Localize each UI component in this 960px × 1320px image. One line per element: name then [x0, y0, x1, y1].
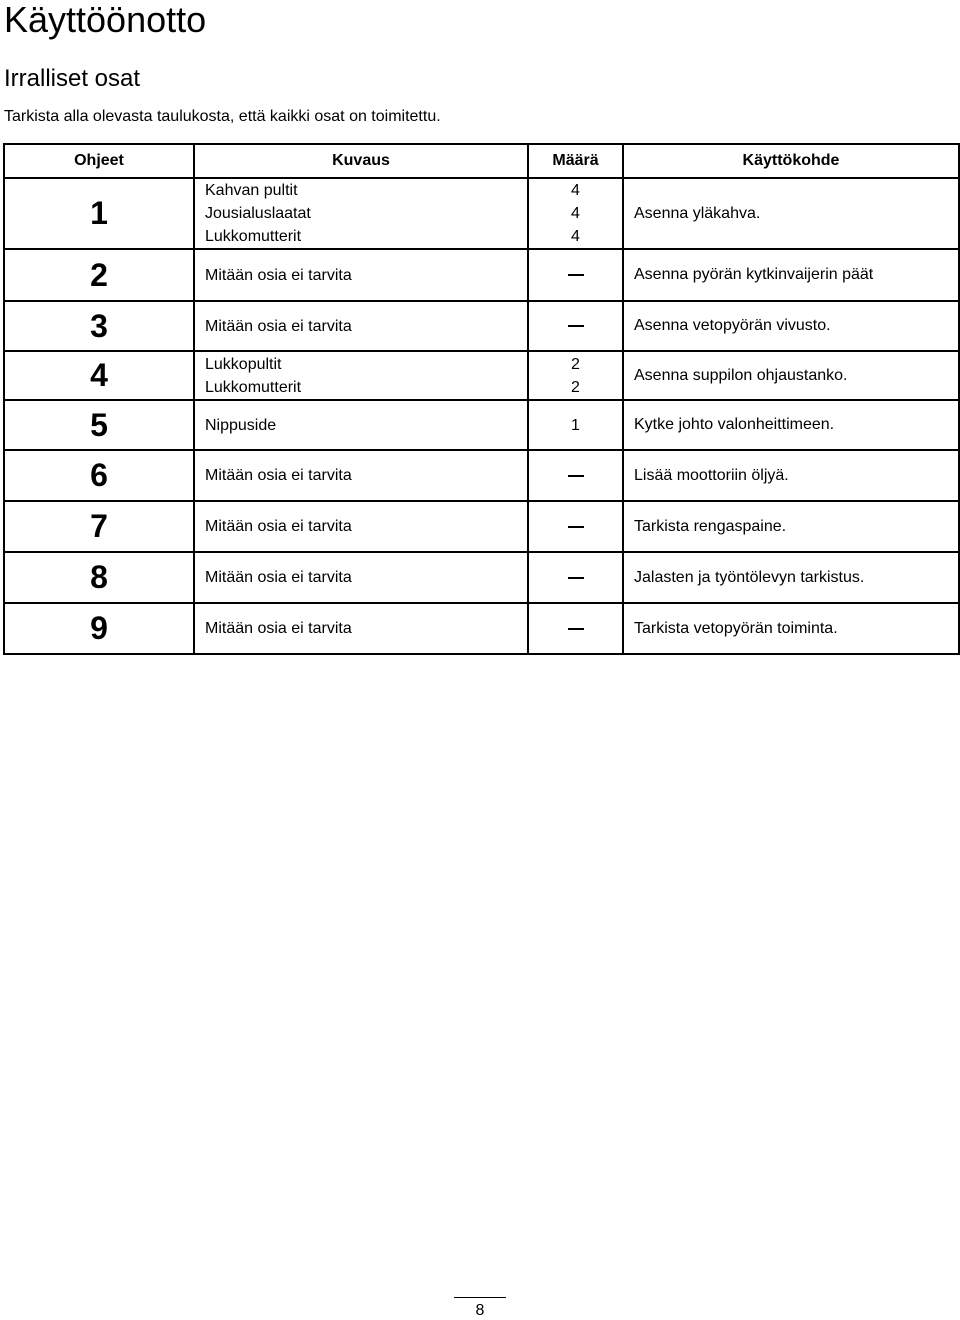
dash-mark [568, 274, 584, 276]
part-item: Lukkopultit [205, 355, 282, 373]
part-description: Mitään osia ei tarvita [194, 501, 528, 552]
dash-mark [568, 325, 584, 327]
column-header-description: Kuvaus [194, 144, 528, 178]
part-item: Jousialuslaatat [205, 205, 311, 222]
usage-text: Asenna suppilon ohjaustanko. [623, 351, 959, 400]
part-description [194, 351, 528, 400]
table-row [4, 400, 959, 450]
intro-text: Tarkista alla olevasta taulukosta, että kaikki osat on toimitettu. [4, 108, 441, 125]
step-number: 6 [4, 450, 194, 501]
step-number: 2 [4, 249, 194, 301]
part-description: Mitään osia ei tarvita [194, 552, 528, 603]
table-row [4, 249, 959, 301]
column-header-quantity: Määrä [528, 144, 623, 178]
part-description: Nippuside [194, 400, 528, 450]
step-number: 3 [4, 301, 194, 351]
parts-table [3, 143, 960, 655]
part-quantity [528, 603, 623, 654]
step-number: 4 [4, 351, 194, 400]
quantity-value: 4 [571, 182, 580, 199]
table-row [4, 603, 959, 654]
dash-mark [568, 526, 584, 528]
part-item: Lukkomutterit [205, 378, 302, 396]
part-quantity [528, 178, 623, 249]
usage-text: Asenna yläkahva. [623, 178, 959, 249]
table-row [4, 351, 959, 400]
usage-text: Tarkista vetopyörän toiminta. [623, 603, 959, 654]
usage-text: Kytke johto valonheittimeen. [623, 400, 959, 450]
part-description: Mitään osia ei tarvita [194, 249, 528, 301]
part-description: Mitään osia ei tarvita [194, 450, 528, 501]
page-title: Käyttöönotto [4, 0, 207, 40]
quantity-value: 2 [571, 355, 580, 373]
part-item: Kahvan pultit [205, 182, 298, 199]
part-quantity [528, 301, 623, 351]
table-row [4, 178, 959, 249]
part-quantity [528, 552, 623, 603]
part-description [194, 178, 528, 249]
part-description: Mitään osia ei tarvita [194, 301, 528, 351]
dash-mark [568, 475, 584, 477]
usage-text: Lisää moottoriin öljyä. [623, 450, 959, 501]
step-number: 7 [4, 501, 194, 552]
part-description: Mitään osia ei tarvita [194, 603, 528, 654]
step-number: 9 [4, 603, 194, 654]
table-row [4, 301, 959, 351]
table-header-row [4, 144, 959, 178]
usage-text: Tarkista rengaspaine. [623, 501, 959, 552]
table-row [4, 501, 959, 552]
step-number: 8 [4, 552, 194, 603]
usage-text: Jalasten ja työntölevyn tarkistus. [623, 552, 959, 603]
dash-mark [568, 577, 584, 579]
section-heading: Irralliset osat [4, 65, 141, 92]
quantity-value: 4 [571, 205, 580, 222]
part-quantity [528, 450, 623, 501]
step-number: 1 [4, 178, 194, 249]
part-item: Lukkomutterit [205, 228, 302, 245]
quantity-value: 4 [571, 228, 580, 245]
dash-mark [568, 628, 584, 630]
part-quantity [528, 351, 623, 400]
table-row [4, 450, 959, 501]
step-number: 5 [4, 400, 194, 450]
usage-text: Asenna vetopyörän vivusto. [623, 301, 959, 351]
usage-text: Asenna pyörän kytkinvaijerin päät [623, 249, 959, 301]
quantity-value: 2 [571, 378, 580, 396]
part-quantity [528, 249, 623, 301]
part-quantity: 1 [528, 400, 623, 450]
column-header-steps: Ohjeet [4, 144, 194, 178]
column-header-usage: Käyttökohde [623, 144, 959, 178]
page-number: 8 [475, 1302, 485, 1319]
footer-divider [454, 1297, 506, 1298]
part-quantity [528, 501, 623, 552]
table-row [4, 552, 959, 603]
